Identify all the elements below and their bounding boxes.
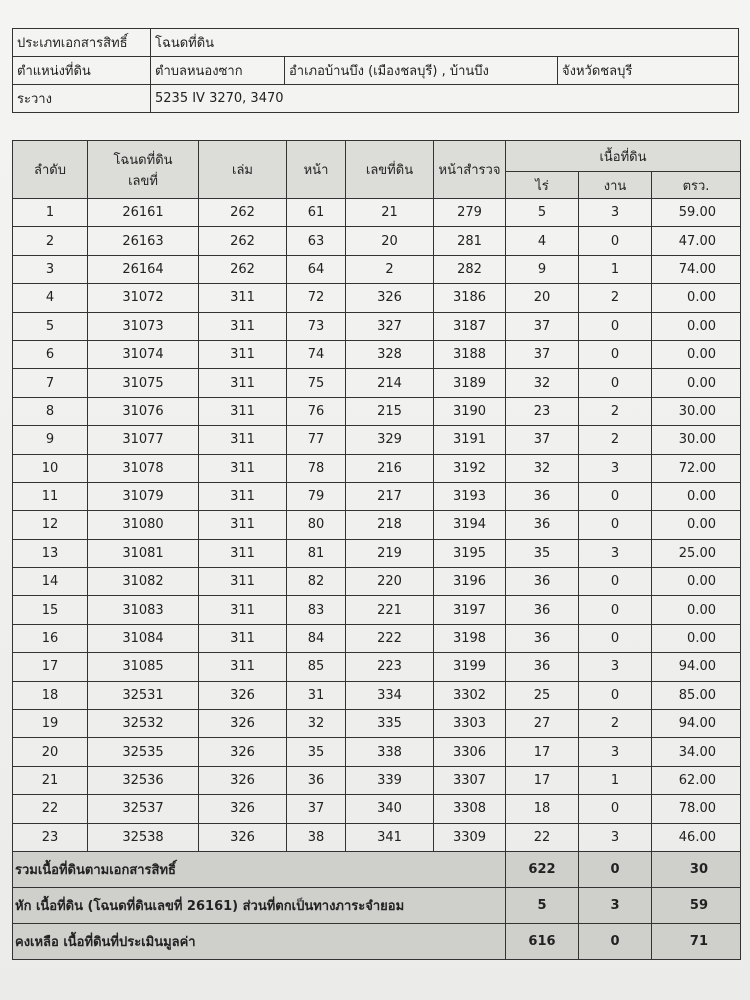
cell-rai: 36 [506,568,579,596]
cell-wa: 0.00 [652,482,741,510]
cell-wa: 62.00 [652,766,741,794]
table-row [13,255,741,283]
land-deed-table [12,140,741,960]
cell-land-no: 326 [346,284,434,312]
cell-page: 72 [287,284,346,312]
cell-wa: 46.00 [652,823,741,851]
cell-ngan: 0 [579,795,652,823]
scale-value: 5235 IV 3270, 3470 [151,85,739,113]
totals-label: คงเหลือ เนื้อที่ดินที่ประเมินมูลค่า [13,923,506,959]
info-row-location [13,57,739,85]
cell-deed-no: 31081 [88,539,199,567]
table-row [13,653,741,681]
cell-wa: 0.00 [652,284,741,312]
cell-book: 311 [199,340,287,368]
cell-rai: 36 [506,624,579,652]
cell-book: 326 [199,681,287,709]
totals-label: รวมเนื้อที่ดินตามเอกสารสิทธิ์ [13,851,506,887]
cell-page: 81 [287,539,346,567]
cell-deed-no: 31083 [88,596,199,624]
cell-order: 22 [13,795,88,823]
cell-ngan: 3 [579,199,652,227]
cell-wa: 0.00 [652,369,741,397]
col-header-land-no: เลขที่ดิน [346,141,434,199]
cell-book: 326 [199,795,287,823]
cell-survey-page: 3198 [434,624,506,652]
type-label: ประเภทเอกสารสิทธิ์ [13,29,151,57]
cell-wa: 30.00 [652,397,741,425]
cell-deed-no: 31073 [88,312,199,340]
cell-rai: 5 [506,199,579,227]
cell-land-no: 21 [346,199,434,227]
cell-wa: 30.00 [652,426,741,454]
cell-wa: 0.00 [652,312,741,340]
cell-survey-page: 3190 [434,397,506,425]
cell-land-no: 328 [346,340,434,368]
cell-order: 11 [13,482,88,510]
cell-order: 21 [13,766,88,794]
cell-order: 13 [13,539,88,567]
totals-wa: 30 [652,851,741,887]
col-header-order: ลำดับ [13,141,88,199]
table-row [13,397,741,425]
cell-ngan: 3 [579,539,652,567]
cell-survey-page: 3308 [434,795,506,823]
cell-book: 311 [199,596,287,624]
cell-book: 262 [199,255,287,283]
cell-land-no: 341 [346,823,434,851]
cell-survey-page: 3187 [434,312,506,340]
cell-land-no: 2 [346,255,434,283]
cell-order: 19 [13,710,88,738]
cell-book: 262 [199,199,287,227]
cell-land-no: 214 [346,369,434,397]
cell-wa: 0.00 [652,340,741,368]
cell-deed-no: 31077 [88,426,199,454]
cell-page: 31 [287,681,346,709]
cell-ngan: 2 [579,710,652,738]
cell-order: 20 [13,738,88,766]
subdistrict-value: ตำบลหนองซาก [151,57,285,85]
cell-wa: 72.00 [652,454,741,482]
cell-ngan: 2 [579,426,652,454]
cell-order: 17 [13,653,88,681]
location-label: ตำแหน่งที่ดิน [13,57,151,85]
scale-label: ระวาง [13,85,151,113]
cell-survey-page: 3196 [434,568,506,596]
cell-deed-no: 26164 [88,255,199,283]
cell-deed-no: 31084 [88,624,199,652]
cell-page: 78 [287,454,346,482]
cell-rai: 20 [506,284,579,312]
cell-ngan: 2 [579,397,652,425]
cell-land-no: 219 [346,539,434,567]
cell-survey-page: 3194 [434,511,506,539]
cell-ngan: 0 [579,227,652,255]
cell-deed-no: 26163 [88,227,199,255]
cell-land-no: 215 [346,397,434,425]
table-row [13,340,741,368]
cell-ngan: 0 [579,312,652,340]
cell-land-no: 216 [346,454,434,482]
cell-rai: 37 [506,340,579,368]
info-row-scale [13,85,739,113]
cell-order: 7 [13,369,88,397]
table-row [13,568,741,596]
cell-book: 311 [199,397,287,425]
cell-deed-no: 31080 [88,511,199,539]
cell-ngan: 1 [579,766,652,794]
cell-page: 75 [287,369,346,397]
totals-row [13,923,741,959]
table-row [13,766,741,794]
cell-deed-no: 31085 [88,653,199,681]
cell-rai: 32 [506,454,579,482]
col-header-survey-page: หน้าสำรวจ [434,141,506,199]
cell-rai: 17 [506,738,579,766]
table-row [13,369,741,397]
cell-survey-page: 3307 [434,766,506,794]
cell-page: 35 [287,738,346,766]
cell-order: 6 [13,340,88,368]
cell-land-no: 334 [346,681,434,709]
cell-wa: 0.00 [652,596,741,624]
cell-wa: 94.00 [652,653,741,681]
cell-deed-no: 32535 [88,738,199,766]
cell-page: 82 [287,568,346,596]
cell-rai: 37 [506,426,579,454]
cell-wa: 0.00 [652,511,741,539]
totals-ngan: 0 [579,923,652,959]
table-row [13,426,741,454]
cell-page: 83 [287,596,346,624]
cell-ngan: 0 [579,482,652,510]
table-row [13,284,741,312]
cell-book: 311 [199,454,287,482]
cell-deed-no: 32531 [88,681,199,709]
table-row [13,482,741,510]
cell-survey-page: 3188 [434,340,506,368]
cell-survey-page: 3309 [434,823,506,851]
cell-survey-page: 279 [434,199,506,227]
cell-rai: 32 [506,369,579,397]
totals-label: หัก เนื้อที่ดิน (โฉนดที่ดินเลขที่ 26161) ส่วนที่ตกเป็นทางภาระจำยอม [13,887,506,923]
cell-land-no: 339 [346,766,434,794]
info-row-type [13,29,739,57]
cell-rai: 4 [506,227,579,255]
cell-order: 3 [13,255,88,283]
cell-rai: 37 [506,312,579,340]
cell-page: 84 [287,624,346,652]
table-row [13,312,741,340]
cell-order: 10 [13,454,88,482]
totals-rai: 622 [506,851,579,887]
cell-order: 2 [13,227,88,255]
cell-wa: 59.00 [652,199,741,227]
table-row [13,596,741,624]
cell-book: 311 [199,568,287,596]
cell-rai: 18 [506,795,579,823]
cell-survey-page: 3186 [434,284,506,312]
col-header-page: หน้า [287,141,346,199]
cell-order: 23 [13,823,88,851]
cell-land-no: 329 [346,426,434,454]
cell-book: 311 [199,312,287,340]
cell-land-no: 335 [346,710,434,738]
table-row [13,795,741,823]
table-row [13,738,741,766]
cell-page: 36 [287,766,346,794]
cell-survey-page: 3189 [434,369,506,397]
table-body [13,199,741,852]
col-header-ngan: งาน [579,172,652,199]
cell-ngan: 3 [579,653,652,681]
cell-order: 5 [13,312,88,340]
table-row [13,454,741,482]
table-row [13,227,741,255]
cell-survey-page: 3192 [434,454,506,482]
cell-ngan: 3 [579,738,652,766]
cell-book: 326 [199,823,287,851]
cell-page: 61 [287,199,346,227]
col-header-book: เล่ม [199,141,287,199]
col-header-deed [88,141,199,199]
col-header-deed-line2: เลขที่ [128,173,158,189]
cell-survey-page: 3193 [434,482,506,510]
cell-survey-page: 3199 [434,653,506,681]
cell-deed-no: 31072 [88,284,199,312]
cell-page: 32 [287,710,346,738]
cell-order: 16 [13,624,88,652]
cell-book: 311 [199,482,287,510]
totals-ngan: 0 [579,851,652,887]
cell-page: 85 [287,653,346,681]
totals-rai: 616 [506,923,579,959]
district-value: อำเภอบ้านบึง (เมืองชลบุรี) , บ้านบึง [285,57,558,85]
table-row [13,511,741,539]
cell-order: 14 [13,568,88,596]
cell-deed-no: 32532 [88,710,199,738]
cell-page: 37 [287,795,346,823]
cell-book: 326 [199,738,287,766]
table-row [13,681,741,709]
cell-deed-no: 31074 [88,340,199,368]
cell-land-no: 20 [346,227,434,255]
cell-land-no: 223 [346,653,434,681]
cell-order: 8 [13,397,88,425]
cell-book: 311 [199,284,287,312]
cell-order: 18 [13,681,88,709]
cell-rai: 22 [506,823,579,851]
table-totals [13,851,741,959]
cell-ngan: 0 [579,624,652,652]
cell-land-no: 221 [346,596,434,624]
cell-book: 311 [199,426,287,454]
cell-land-no: 327 [346,312,434,340]
cell-wa: 85.00 [652,681,741,709]
cell-ngan: 0 [579,568,652,596]
cell-survey-page: 3302 [434,681,506,709]
cell-book: 311 [199,511,287,539]
cell-page: 73 [287,312,346,340]
type-value: โฉนดที่ดิน [151,29,739,57]
cell-ngan: 0 [579,596,652,624]
col-header-rai: ไร่ [506,172,579,199]
cell-rai: 36 [506,482,579,510]
cell-deed-no: 31079 [88,482,199,510]
cell-order: 9 [13,426,88,454]
col-header-wa: ตรว. [652,172,741,199]
cell-land-no: 220 [346,568,434,596]
cell-page: 76 [287,397,346,425]
cell-rai: 23 [506,397,579,425]
cell-order: 12 [13,511,88,539]
totals-wa: 59 [652,887,741,923]
cell-wa: 25.00 [652,539,741,567]
cell-deed-no: 31078 [88,454,199,482]
cell-ngan: 3 [579,454,652,482]
cell-survey-page: 281 [434,227,506,255]
cell-page: 80 [287,511,346,539]
table-row [13,539,741,567]
cell-land-no: 340 [346,795,434,823]
cell-page: 63 [287,227,346,255]
totals-row [13,851,741,887]
cell-rai: 27 [506,710,579,738]
cell-rai: 9 [506,255,579,283]
cell-land-no: 222 [346,624,434,652]
cell-rai: 17 [506,766,579,794]
cell-book: 326 [199,710,287,738]
cell-order: 4 [13,284,88,312]
cell-book: 311 [199,624,287,652]
cell-deed-no: 32537 [88,795,199,823]
cell-ngan: 3 [579,823,652,851]
cell-land-no: 218 [346,511,434,539]
cell-page: 38 [287,823,346,851]
col-header-deed-line1: โฉนดที่ดิน [113,152,173,168]
cell-wa: 34.00 [652,738,741,766]
cell-ngan: 0 [579,340,652,368]
cell-page: 77 [287,426,346,454]
cell-deed-no: 31082 [88,568,199,596]
cell-order: 1 [13,199,88,227]
cell-wa: 74.00 [652,255,741,283]
cell-survey-page: 3303 [434,710,506,738]
table-row [13,624,741,652]
cell-book: 311 [199,653,287,681]
cell-ngan: 0 [579,511,652,539]
cell-rai: 25 [506,681,579,709]
cell-book: 311 [199,539,287,567]
province-value: จังหวัดชลบุรี [558,57,739,85]
cell-page: 64 [287,255,346,283]
cell-survey-page: 3197 [434,596,506,624]
cell-wa: 94.00 [652,710,741,738]
cell-ngan: 0 [579,369,652,397]
cell-wa: 47.00 [652,227,741,255]
cell-ngan: 0 [579,681,652,709]
cell-survey-page: 282 [434,255,506,283]
cell-book: 311 [199,369,287,397]
cell-book: 326 [199,766,287,794]
cell-order: 15 [13,596,88,624]
totals-wa: 71 [652,923,741,959]
cell-ngan: 2 [579,284,652,312]
cell-rai: 36 [506,511,579,539]
cell-rai: 36 [506,596,579,624]
cell-rai: 35 [506,539,579,567]
table-row [13,199,741,227]
cell-book: 262 [199,227,287,255]
table-row [13,823,741,851]
totals-rai: 5 [506,887,579,923]
cell-survey-page: 3195 [434,539,506,567]
cell-survey-page: 3191 [434,426,506,454]
cell-page: 79 [287,482,346,510]
table-row [13,710,741,738]
cell-wa: 78.00 [652,795,741,823]
col-header-area: เนื้อที่ดิน [506,141,741,172]
cell-wa: 0.00 [652,568,741,596]
cell-rai: 36 [506,653,579,681]
property-info-table [12,28,739,113]
totals-ngan: 3 [579,887,652,923]
cell-deed-no: 31076 [88,397,199,425]
cell-page: 74 [287,340,346,368]
cell-wa: 0.00 [652,624,741,652]
cell-land-no: 217 [346,482,434,510]
cell-deed-no: 32538 [88,823,199,851]
cell-land-no: 338 [346,738,434,766]
cell-survey-page: 3306 [434,738,506,766]
cell-ngan: 1 [579,255,652,283]
totals-row [13,887,741,923]
cell-deed-no: 26161 [88,199,199,227]
cell-deed-no: 32536 [88,766,199,794]
cell-deed-no: 31075 [88,369,199,397]
header-row-1 [13,141,741,172]
